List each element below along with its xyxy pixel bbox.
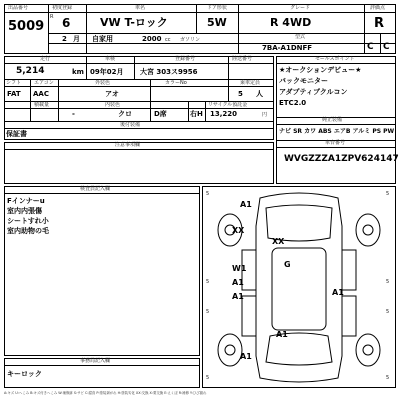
int-color-value: クロ [118, 110, 132, 118]
color-no-label: カラーNo [165, 80, 187, 86]
damage-mark-door-l2: A1 [232, 278, 244, 287]
damage-mark-door-l: W1 [232, 264, 247, 273]
side-number-2: 5 [386, 191, 390, 197]
sales-item-4: ETC2.0 [279, 99, 307, 107]
lot-number: 5009 [8, 19, 45, 34]
inspector-line-1: Fインナーu [7, 197, 45, 205]
inspection-label: 車検 [105, 56, 116, 62]
equip-title: 純正装備 [322, 117, 343, 123]
lot-label: 出品番号 [8, 5, 29, 11]
side-number-6: 5 [386, 309, 390, 315]
plate-label: 登録番号 [175, 56, 196, 62]
recycle-value: 13,220 [210, 110, 238, 118]
equip-line: ナビ SR カワ ABS エアB アルミ PS PW [279, 128, 395, 135]
year-value: 6 [62, 16, 71, 30]
grade-label: グレード [290, 5, 311, 11]
side-number-1: 5 [206, 191, 210, 197]
ac-label: エアコン [34, 80, 54, 86]
handle-value: 右H [190, 110, 203, 118]
plate-type-label: 陸送番号 [232, 56, 253, 62]
damage-mark-rear: A1 [240, 352, 252, 361]
side-number-7: 5 [206, 375, 210, 381]
after-label: 後付装備 [120, 122, 141, 128]
cc-unit: cc [165, 37, 171, 43]
side-number-4: 5 [386, 279, 390, 285]
score-label: 評価点 [370, 5, 386, 11]
dealer-note: キーロック [7, 370, 42, 378]
damage-mark-rear-l: A1 [232, 292, 244, 301]
damage-mark-rear-r: A1 [332, 288, 344, 297]
ac-value: AAC [33, 90, 49, 98]
doors-label: ドア形状 [207, 5, 227, 11]
car-diagram [202, 186, 396, 388]
capacity-value: 5 [238, 90, 243, 98]
shift-value: FAT [7, 90, 21, 98]
side-number-8: 5 [386, 375, 390, 381]
make-label: 車名 [135, 5, 146, 11]
side-number-5: 5 [206, 309, 210, 315]
dealer-title: 事務局記入欄 [80, 358, 111, 364]
damage-mark-fl: XX [232, 226, 245, 235]
load-value: - [72, 110, 75, 118]
ext-color-value: アオ [105, 90, 119, 98]
footer-legend: A:キズ U:へこみ B:キズ付きへこみ W:補修跡 S:サビ C:腐食 P:塗装剥がれ H:塗装劣化 XX:交換 X:要交換 E:えくぼ R:補修 Y:ひび割れ [4, 391, 207, 395]
doors-value: 5W [207, 16, 227, 29]
mileage-unit: km [72, 68, 84, 76]
month-unit: 月 [73, 35, 80, 43]
inspector-line-2: 室内内張傷 [7, 207, 42, 215]
sales-item-3: アダプティブクルコン [279, 88, 348, 96]
capacity-label: 乗車定員 [240, 80, 261, 86]
damage-mark-center: G [284, 260, 291, 269]
sales-title: セールスポイント [315, 56, 355, 62]
exterior-score: C [383, 42, 390, 52]
shift-label: シフト [6, 80, 22, 86]
score-value: R [374, 16, 385, 31]
recycle-label: リサイクル預託金 [208, 102, 248, 108]
model-value: 7BA-A1DNFF [262, 44, 313, 52]
inspection-value: 09年02月 [90, 68, 124, 76]
model-label: 型式 [295, 34, 306, 40]
load-label: 積載量 [34, 102, 50, 108]
fuel-value: ガソリン [180, 37, 201, 43]
damage-mark-front: A1 [240, 200, 252, 209]
int-color-label: 内装色 [105, 102, 121, 108]
capacity-unit: 人 [256, 90, 263, 98]
ext-color-label: 外装色 [95, 80, 111, 86]
inspector-line-4: 室内助物の毛 [7, 227, 49, 235]
vin-value: WVGZZZA1ZPV624147 [284, 154, 399, 164]
note-label: 注意事項欄 [115, 142, 141, 148]
steering-value: D席 [154, 110, 167, 118]
mileage-label: 走行 [40, 56, 51, 62]
make-value: VW T-ロック [100, 16, 168, 29]
sales-item-2: バックモニター [279, 77, 328, 85]
vin-label: 車台番号 [325, 140, 346, 146]
damage-mark-trunk: A1 [276, 330, 288, 339]
inspector-title: 検査員記入欄 [80, 186, 111, 192]
grade-value: R 4WD [270, 16, 312, 29]
interior-score: C [367, 42, 374, 52]
sales-item-1: ★オークションデビュー★ [279, 66, 362, 74]
recycle-unit: 円 [262, 112, 268, 118]
side-number-3: 5 [206, 279, 210, 285]
mileage-value: 5,214 [16, 66, 45, 76]
damage-mark-roof: XX [272, 237, 285, 246]
year-label: 初度登録 [52, 5, 73, 11]
month-value: 2 [62, 35, 67, 43]
warranty-value: 保証書 [6, 130, 27, 138]
era-mark: R [50, 14, 54, 20]
inspector-line-3: シートすれ小 [7, 217, 49, 225]
plate-value: 大宮 303ス9956 [140, 68, 198, 76]
cc-value: 2000 [142, 35, 162, 43]
use-value: 自家用 [92, 35, 113, 43]
